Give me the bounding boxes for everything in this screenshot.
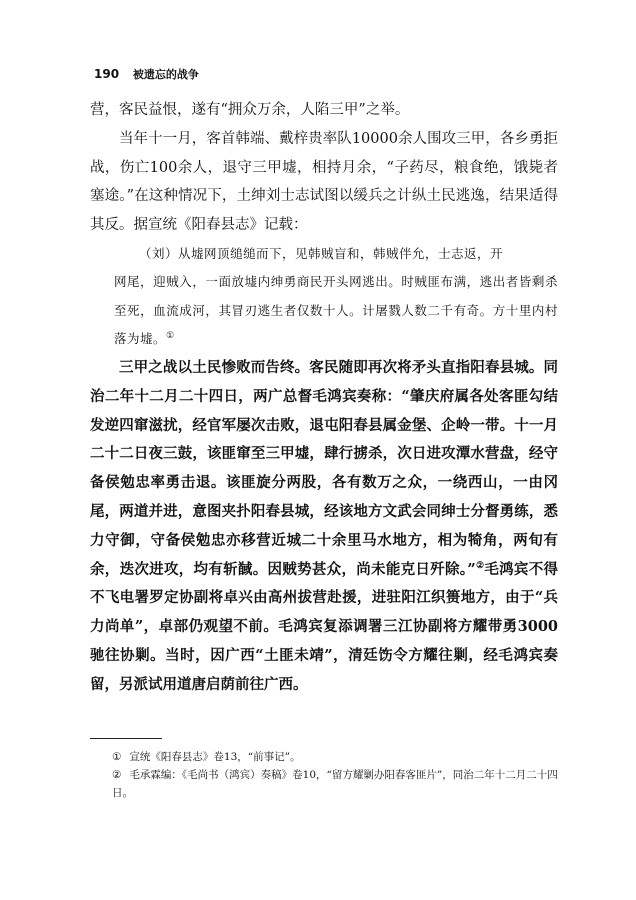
footnote-ref-2[interactable]: ② xyxy=(475,560,485,571)
paragraph-3-part-b: 毛鸿宾不得不飞电署罗定协副将卓兴由高州拔营赴援，进驻阳江织篑地方，由于“兵力尚单”，卓部仍观望不前。毛鸿宾复添调署三江协副将方耀带勇3000驰往协剿。当时，因广西“土匪未靖”，清廷饬令方耀往剿，经毛鸿宾奏留，另派试用道唐启荫前往广西。 xyxy=(90,560,558,693)
page-number: 190 xyxy=(94,67,120,81)
paragraph-3 xyxy=(90,354,558,700)
footnote-2 xyxy=(112,766,560,802)
paragraph-1: 营，客民益恨，遂有“拥众万余，人陷三甲”之举。 xyxy=(90,102,410,118)
footnote-1-mark: ① xyxy=(112,751,122,763)
book-title: 被遗忘的战争 xyxy=(132,68,199,81)
footnote-ref-1[interactable]: ① xyxy=(166,331,175,342)
footnote-2-mark: ② xyxy=(112,769,122,781)
footnotes xyxy=(90,748,560,802)
footnote-1 xyxy=(112,748,560,766)
block-quote-text: 网尾，迎贼入，一面放墟内绅勇商民开头网逃出。时贼匪布满，逃出者皆剩杀至死，血流成河，其冒刃逃生者仅数十人。计屠戮人数二千有奇。方十里内村落为墟。 xyxy=(114,274,558,347)
body-text xyxy=(90,96,558,700)
paragraph-2: 当年十一月，客首韩端、戴梓贵率队10000余人围攻三甲，各乡勇拒战，伤亡100余人，退守三甲墟，相持月余，“子药尽，粮食绝，饿毙者塞途。”在这种情况下，土绅刘士志试图以缓兵之计纵土民逃逸，结果适得其反。据宣统《阳春县志》记载： xyxy=(90,130,558,234)
footnote-1-text: 宣统《阳春县志》卷13，“前事记”。 xyxy=(129,751,301,763)
footnote-divider xyxy=(90,738,162,739)
footnote-2-text: 毛承霖编：《毛尚书（鸿宾）奏稿》卷10，“留方耀剿办阳春客匪片”，同治二年十二月二十四日。 xyxy=(112,769,558,799)
page-header xyxy=(94,66,199,82)
block-quote xyxy=(114,268,558,354)
block-quote-line-1: （刘）从墟网顶缒缒而下，见韩贼盲和，韩贼伴允，士志返，开 xyxy=(139,245,504,261)
paragraph-3-part-a: 三甲之战以土民惨败而告终。客民随即再次将矛头直指阳春县城。同治二年十二月二十四日，两广总督毛鸿宾奏称：“肇庆府属各处客匪勾结发逆四窜滋扰，经官军屡次击败，退屯阳春县属金堡、企岭一带。十一月二十二日夜三鼓，该匪窜至三甲墟，肆行掳杀，次日进攻潭水营盘，经守备侯勉忠率勇击退。该匪旋分两股，各有数万之众，一绕西山，一由冈尾，两道并进，意图夹扑阳春县城，经该地方文武会同绅士分督勇练，悉力守御，守备侯勉忠亦移营近城二十余里马水地方，相为犄角，两旬有余，迭次进攻，均有斩馘。因贼势甚众，尚未能克日歼除。” xyxy=(90,358,558,578)
